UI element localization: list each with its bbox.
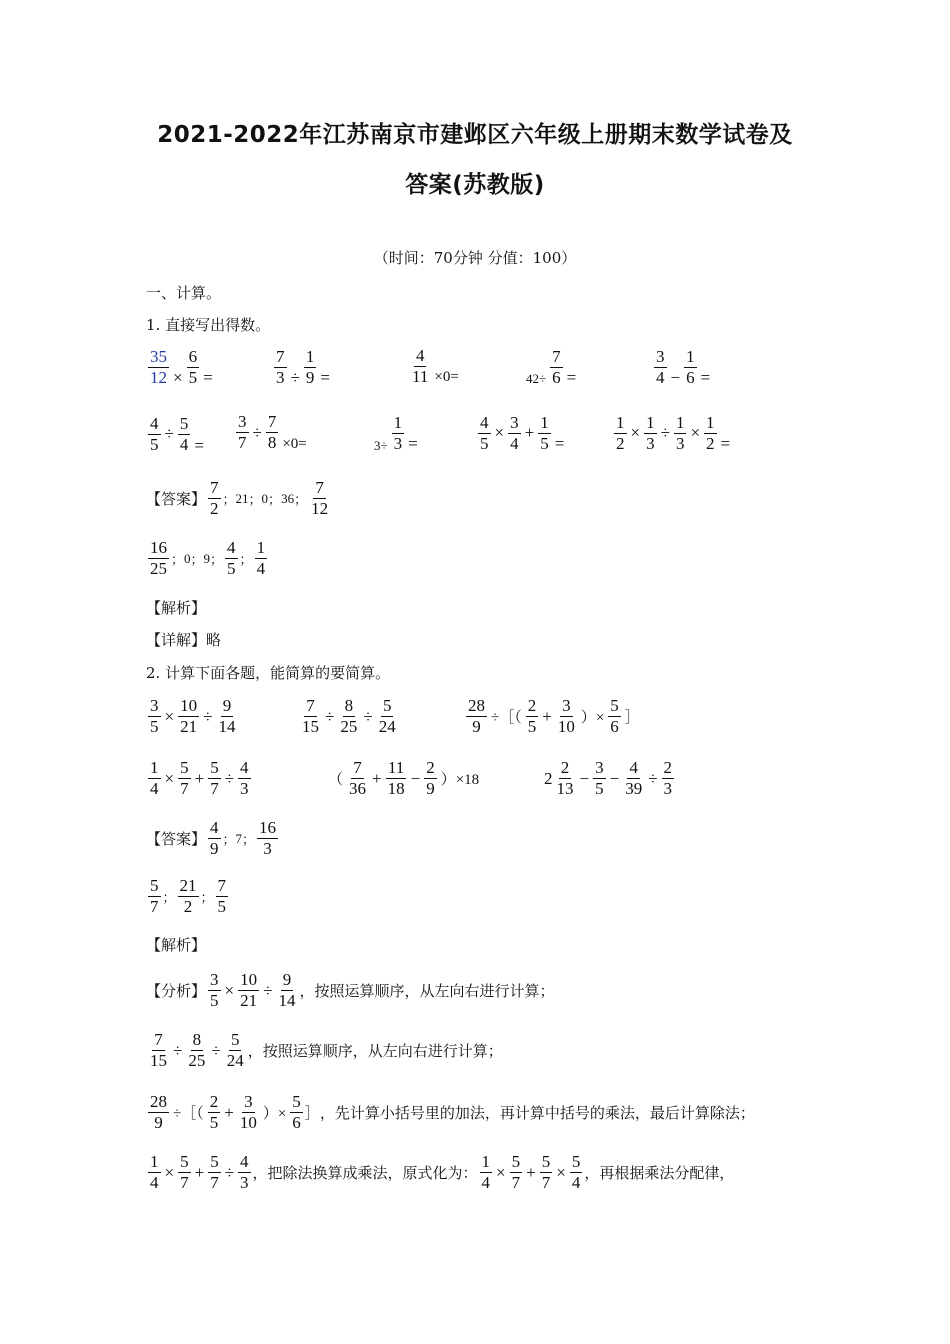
fraction: $\frac{7}{36}$: [349, 758, 367, 798]
fraction: $\frac{1}{4}$: [256, 538, 266, 578]
fraction: $\frac{1}{3}$: [646, 412, 655, 453]
q1-answer-line-2: $\frac{16}{25}$ ； 0 ； 9 ； $\frac{4}{5}$ ； $\frac{1}{4}$: [150, 538, 266, 578]
problem-1-5: $\frac{3}{4}$ − $\frac{1}{6}$ =: [656, 346, 711, 387]
fraction: $\frac{5}{4}$: [179, 413, 189, 454]
analysis-line-3: $\frac{28}{9}$ ÷［（ $\frac{2}{5}$ + $\frac{3}{10}$ ）× $\frac{5}{6}$ ］ ，先计算小括号里的加法，再计算中括号的乘法，最后计算除法；: [150, 1092, 755, 1132]
problem-1-4: 42÷ $\frac{7}{6}$ =: [526, 346, 577, 387]
fraction: $\frac{5}{7}$: [541, 1152, 551, 1192]
expr-2-5: （ $\frac{7}{36}$ + $\frac{11}{18}$ − $\frac{2}{9}$ ）×18: [328, 758, 480, 798]
fraction: $\frac{3}{7}$: [238, 412, 247, 452]
fraction: $\frac{6}{5}$: [188, 346, 198, 387]
fraction: $\frac{1}{6}$: [686, 346, 695, 387]
fraction: $\frac{5}{7}$: [210, 758, 219, 798]
fraction: $\frac{5}{4}$: [571, 1152, 581, 1192]
fraction: $\frac{2}{3}$: [663, 758, 673, 798]
fraction: $\frac{11}{18}$: [387, 758, 405, 798]
fraction: $\frac{4}{11}$: [412, 346, 429, 386]
fraction: $\frac{35}{12}$: [150, 346, 167, 387]
problem-1-7: $\frac{3}{7}$ ÷ $\frac{7}{8}$ ×0=: [238, 412, 307, 452]
q2-answer-line-2: $\frac{5}{7}$ ； $\frac{21}{2}$ ； $\frac{7}{5}$: [150, 876, 227, 916]
fraction: $\frac{10}{21}$: [240, 970, 258, 1010]
fraction: $\frac{4}{5}$: [150, 413, 159, 454]
fraction: $\frac{1}{3}$: [393, 412, 403, 453]
fraction: $\frac{4}{3}$: [240, 758, 249, 798]
fraction: $\frac{3}{10}$: [239, 1092, 257, 1132]
fraction: $\frac{1}{4}$: [150, 758, 159, 798]
fraction: $\frac{2}{13}$: [556, 758, 574, 798]
fraction: $\frac{7}{2}$: [210, 478, 219, 518]
problem-1-2: $\frac{7}{3}$ ÷ $\frac{1}{9}$ =: [276, 346, 330, 387]
fraction: $\frac{7}{5}$: [217, 876, 227, 916]
fraction: $\frac{4}{5}$: [480, 412, 489, 453]
fraction: $\frac{3}{5}$: [150, 696, 159, 736]
fraction: $\frac{7}{8}$: [267, 412, 277, 452]
fraction: $\frac{1}{4}$: [150, 1152, 159, 1192]
fraction: $\frac{5}{6}$: [292, 1092, 301, 1132]
fraction: $\frac{1}{9}$: [305, 346, 315, 387]
fraction: $\frac{9}{14}$: [218, 696, 236, 736]
problem-1-9: $\frac{4}{5}$ × $\frac{3}{4}$ + $\frac{1}{5}$ =: [480, 412, 565, 453]
fraction: $\frac{5}{7}$: [150, 876, 159, 916]
q2-answer-line-1: 【答案】 $\frac{4}{9}$ ； 7 ； $\frac{16}{3}$: [146, 818, 277, 858]
document-title-line-1: 2021-2022年江苏南京市建邺区六年级上册期末数学试卷及: [157, 122, 793, 148]
section-heading-calc: 一、计算。: [146, 284, 222, 302]
fraction: $\frac{10}{21}$: [180, 696, 198, 736]
q1-answer-line-1: 【答案】 $\frac{7}{2}$ ； 21 ； 0 ； 36 ； $\frac{7}{12}$: [146, 478, 329, 518]
question-2-label: 2. 计算下面各题，能简算的要简算。: [146, 664, 391, 682]
fraction: $\frac{7}{3}$: [276, 346, 285, 387]
fraction: $\frac{7}{12}$: [311, 478, 329, 518]
analysis-line-1: 【分析】 $\frac{3}{5}$ × $\frac{10}{21}$ ÷ $\frac{9}{14}$ ，按照运算顺序，从左向右进行计算；: [146, 970, 555, 1010]
fraction: $\frac{3}{4}$: [656, 346, 665, 387]
problem-1-1: $\frac{35}{12}$ × $\frac{6}{5}$ =: [150, 346, 213, 387]
fraction: $\frac{21}{2}$: [179, 876, 197, 916]
fraction: $\frac{1}{5}$: [540, 412, 549, 453]
question-1-label: 1. 直接写出得数。: [146, 316, 271, 334]
q1-detail: 【详解】略: [146, 631, 222, 649]
fraction: $\frac{5}{7}$: [210, 1152, 219, 1192]
fraction: $\frac{7}{15}$: [150, 1030, 167, 1070]
fraction: $\frac{8}{25}$: [188, 1030, 206, 1070]
fraction: $\frac{1}{2}$: [706, 412, 715, 453]
fraction: $\frac{5}{7}$: [180, 1152, 189, 1192]
analysis-line-2: $\frac{7}{15}$ ÷ $\frac{8}{25}$ ÷ $\frac{5}{24}$ ，按照运算顺序，从左向右进行计算；: [150, 1030, 503, 1070]
fraction: $\frac{4}{5}$: [227, 538, 236, 578]
expr-2-4: $\frac{1}{4}$ × $\frac{5}{7}$ + $\frac{5}{7}$ ÷ $\frac{4}{3}$: [150, 758, 249, 798]
expr-2-2: $\frac{7}{15}$ ÷ $\frac{8}{25}$ ÷ $\frac{5}{24}$: [302, 696, 396, 736]
fraction: $\frac{2}{9}$: [426, 758, 435, 798]
fraction: $\frac{5}{7}$: [511, 1152, 521, 1192]
q1-analysis-label: 【解析】: [146, 599, 207, 617]
fraction: $\frac{28}{9}$: [468, 696, 485, 736]
fraction: $\frac{5}{24}$: [226, 1030, 244, 1070]
fraction: $\frac{5}{7}$: [180, 758, 189, 798]
exam-time-info: （时间：70分钟 分值：100）: [373, 249, 577, 267]
expr-2-6: 2 $\frac{2}{13}$ − $\frac{3}{5}$ − $\frac{4}{39}$ ÷ $\frac{2}{3}$: [544, 758, 673, 798]
fraction: $\frac{5}{24}$: [378, 696, 396, 736]
fraction: $\frac{28}{9}$: [150, 1092, 167, 1132]
expr-2-3: $\frac{28}{9}$ ÷［（ $\frac{2}{5}$ + $\frac{3}{10}$ ）× $\frac{5}{6}$ ］: [468, 696, 640, 736]
problem-1-8: 3÷ $\frac{1}{3}$ =: [374, 412, 418, 453]
problem-1-10: $\frac{1}{2}$ × $\frac{1}{3}$ ÷ $\frac{1}{3}$ × $\frac{1}{2}$ =: [616, 412, 731, 453]
fraction: $\frac{8}{25}$: [340, 696, 358, 736]
fraction: $\frac{9}{14}$: [278, 970, 296, 1010]
fraction: $\frac{1}{3}$: [675, 412, 685, 453]
fraction: $\frac{16}{3}$: [259, 818, 277, 858]
fraction: $\frac{16}{25}$: [150, 538, 167, 578]
fraction: $\frac{7}{6}$: [552, 346, 561, 387]
fraction: $\frac{2}{5}$: [527, 696, 537, 736]
fraction: $\frac{1}{2}$: [616, 412, 625, 453]
expr-2-1: $\frac{3}{5}$ × $\frac{10}{21}$ ÷ $\frac{9}{14}$: [150, 696, 236, 736]
analysis-line-4: $\frac{1}{4}$ × $\frac{5}{7}$ + $\frac{5}{7}$ ÷ $\frac{4}{3}$ ，把除法换算成乘法，原式化为： $\frac{1}{4}$ × $\frac{5}{7}$ + $\frac{5}{7}$ × $\frac{5}{4}$ ，再根据乘法分配律，: [150, 1152, 735, 1192]
fraction: $\frac{3}{4}$: [510, 412, 519, 453]
fraction: $\frac{4}{3}$: [240, 1152, 249, 1192]
fraction: $\frac{3}{5}$: [210, 970, 219, 1010]
fraction: $\frac{2}{5}$: [209, 1092, 219, 1132]
q2-analysis-label: 【解析】: [146, 936, 207, 954]
document-title-line-2: 答案(苏教版): [405, 172, 545, 198]
problem-1-6: $\frac{4}{5}$ ÷ $\frac{5}{4}$ =: [150, 413, 204, 455]
fraction: $\frac{4}{9}$: [210, 818, 219, 858]
problem-1-3: $\frac{4}{11}$ ×0=: [412, 346, 459, 386]
fraction: $\frac{3}{10}$: [557, 696, 575, 736]
fraction: $\frac{4}{39}$: [625, 758, 643, 798]
fraction: $\frac{3}{5}$: [595, 758, 604, 798]
fraction: $\frac{5}{6}$: [610, 696, 619, 736]
fraction: $\frac{7}{15}$: [302, 696, 319, 736]
fraction: $\frac{1}{4}$: [481, 1152, 491, 1192]
